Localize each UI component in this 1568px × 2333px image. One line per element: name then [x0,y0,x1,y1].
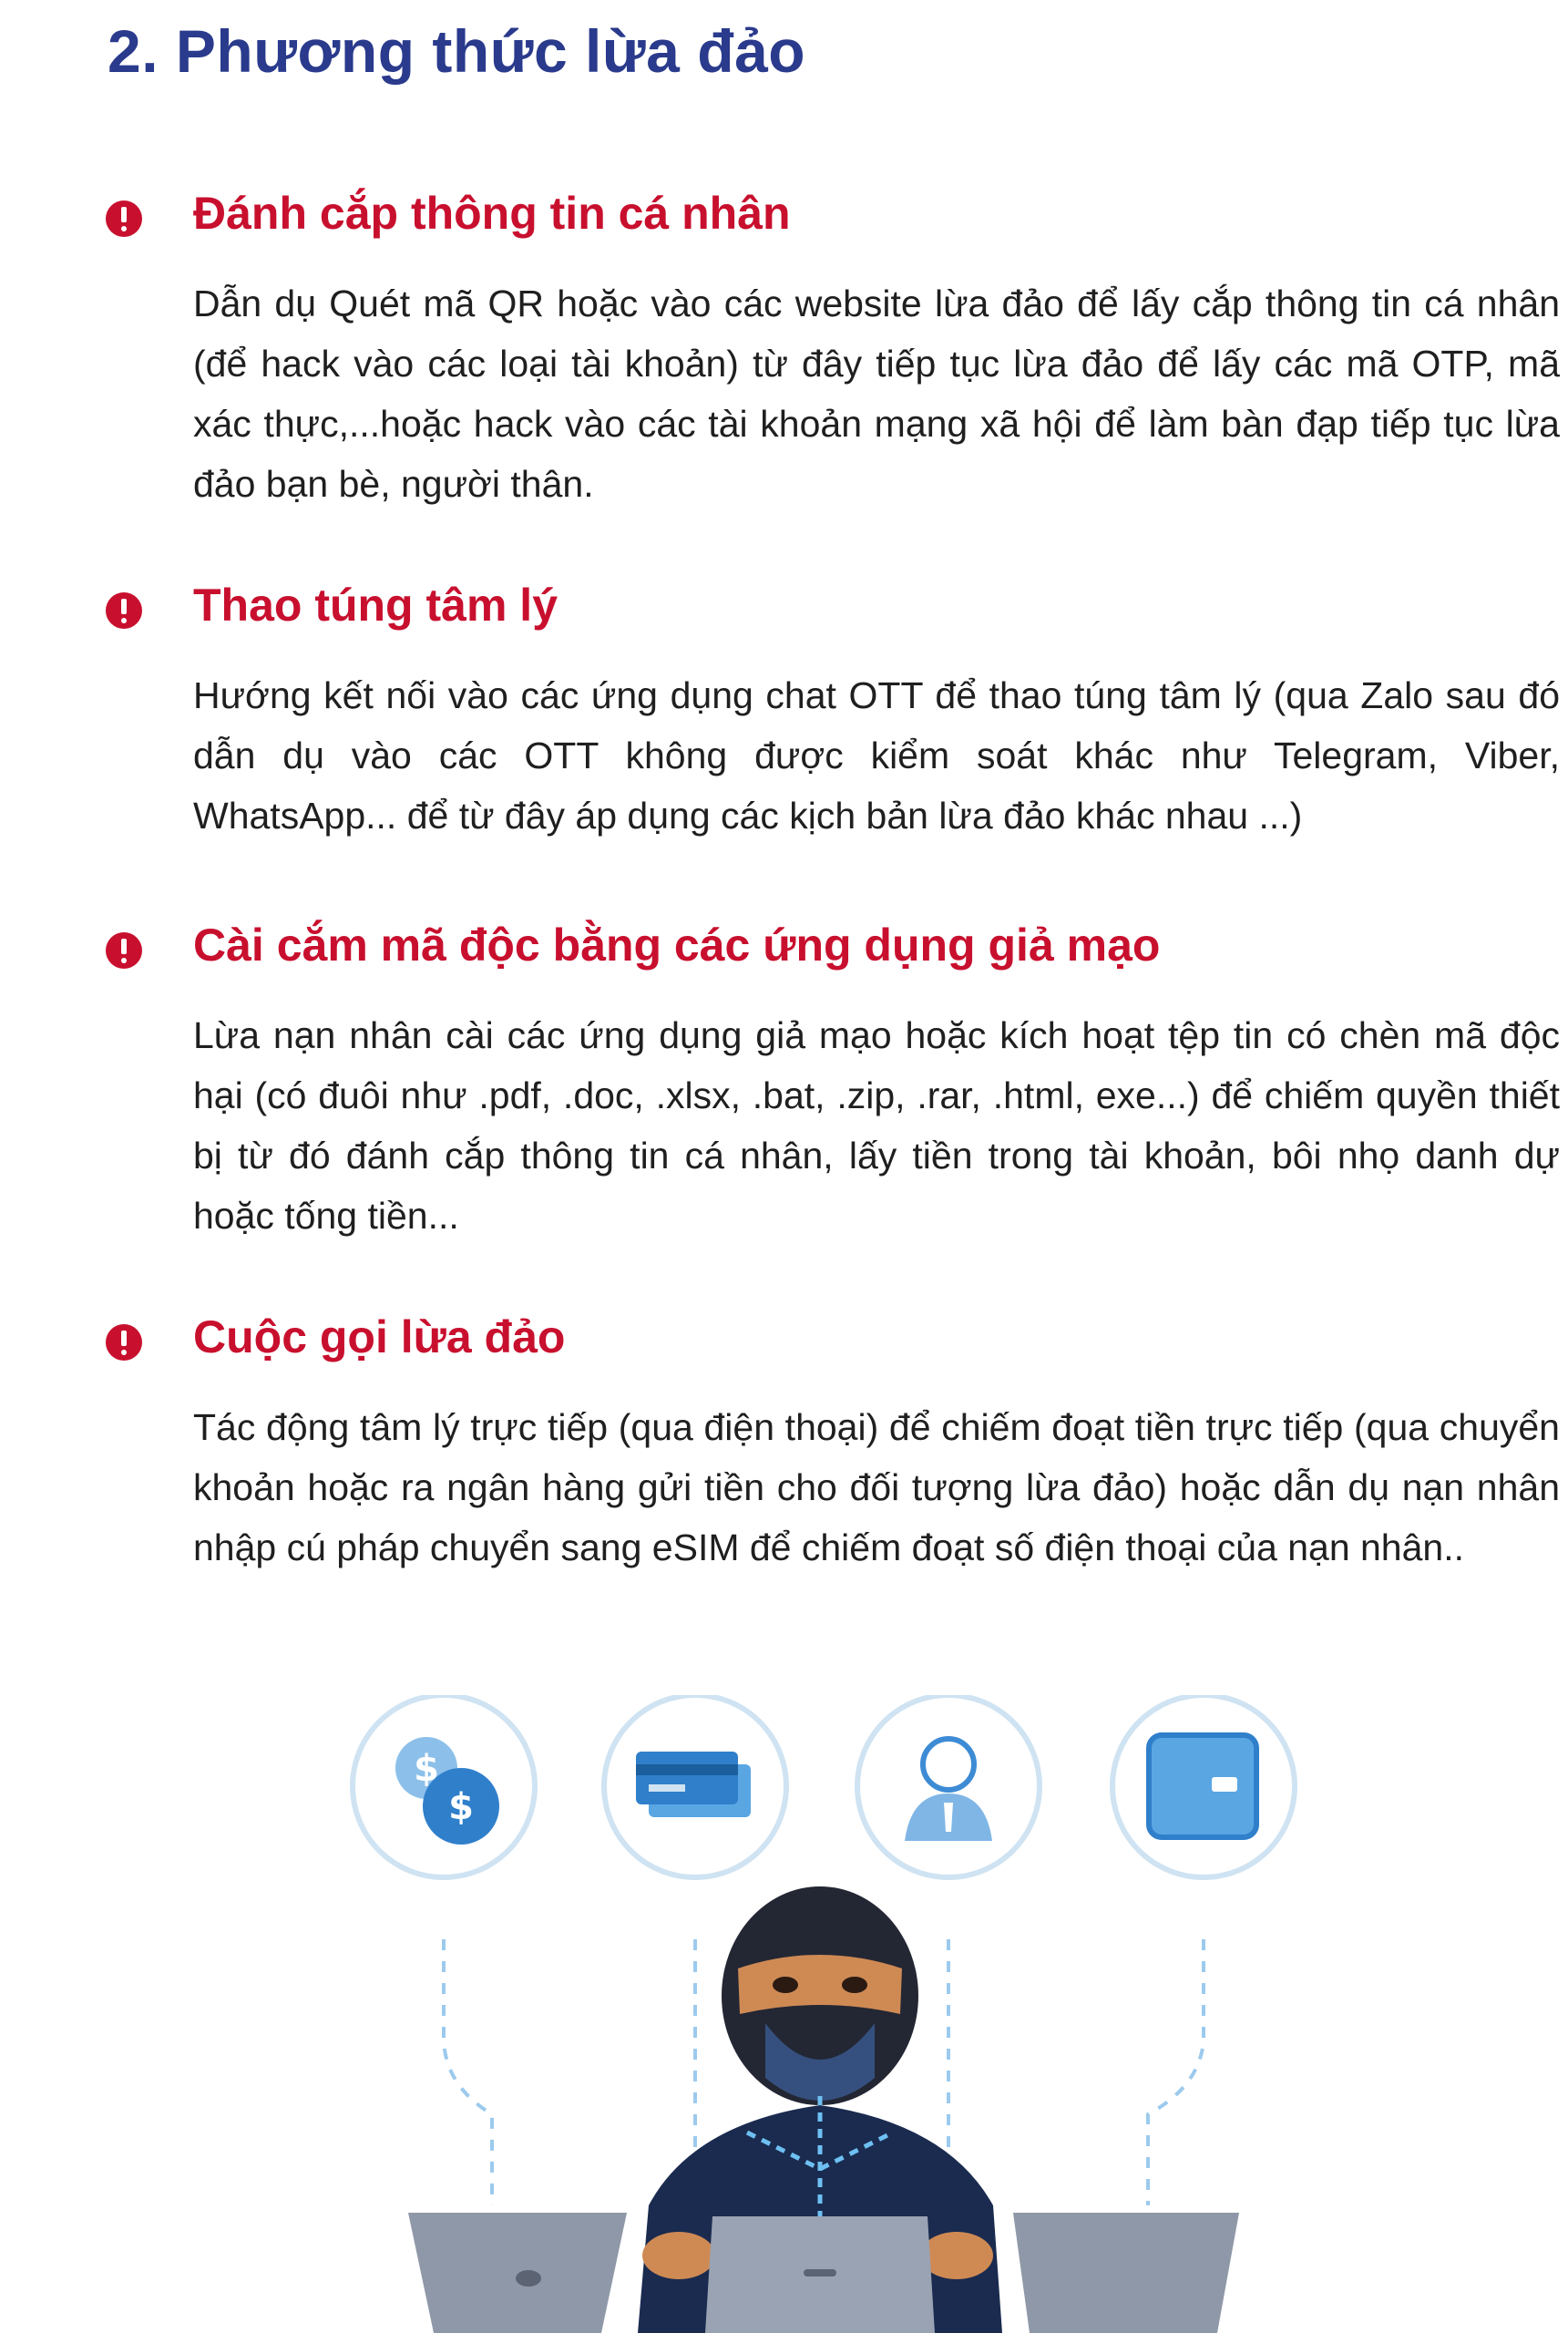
alert-icon [106,1324,142,1361]
phone-sim-icon [1112,1695,1295,1877]
method-description: Lừa nạn nhân cài các ứng dụng giả mạo hoặc kích hoạt tệp tin có chèn mã độc hại (có đuôi như .pdf, .doc, .xlsx, .bat, .zip, .rar, .html, exe...) để chiếm quyền thiết bị từ đó đánh cắp thông tin cá nhân, lấy tiền trong tài khoản, bôi nhọ danh dự hoặc tống tiền... [193,1014,1560,1237]
laptop-icon [408,2213,1239,2333]
alert-icon [106,932,142,969]
method-title: Đánh cắp thông tin cá nhân [193,188,791,239]
method-title: Thao túng tâm lý [193,580,558,631]
coins-icon [353,1695,535,1877]
svg-text:$: $ [448,1786,474,1828]
user-icon [857,1695,1040,1877]
method-description: Hướng kết nối vào các ứng dụng chat OTT để thao túng tâm lý (qua Zalo sau đó dẫn dụ vào các OTT không được kiểm soát khác như Telegram, Viber, WhatsApp... để từ đây áp dụng các kịch bản lừa đảo khác nhau ...) [193,674,1560,837]
method-description: Tác động tâm lý trực tiếp (qua điện thoại) để chiếm đoạt tiền trực tiếp (qua chuyển khoản hoặc ra ngân hàng gửi tiền cho đối tượng lừa đảo) hoặc dẫn dụ nạn nhân nhập cú pháp chuyển sang eSIM để chiếm đoạt số điện thoại của nạn nhân.. [193,1406,1560,1568]
method-title: Cài cắm mã độc bằng các ứng dụng giả mạo [193,920,1161,971]
method-description: Dẫn dụ Quét mã QR hoặc vào các website lừa đảo để lấy cắp thông tin cá nhân (để hack vào các loại tài khoản) từ đây tiếp tục lừa đảo để lấy các mã OTP, mã xác thực,...hoặc hack vào các tài khoản mạng xã hội để làm bàn đạp tiếp tục lừa đảo bạn bè, người thân. [193,283,1560,505]
alert-icon [106,200,142,237]
credit-card-icon [604,1695,786,1877]
svg-text:$: $ [414,1748,439,1790]
section-heading: 2. Phương thức lừa đảo [108,17,806,85]
alert-icon [106,592,142,629]
method-title: Cuộc gọi lừa đảo [193,1311,566,1362]
hacker-illustration [0,1695,1568,2333]
